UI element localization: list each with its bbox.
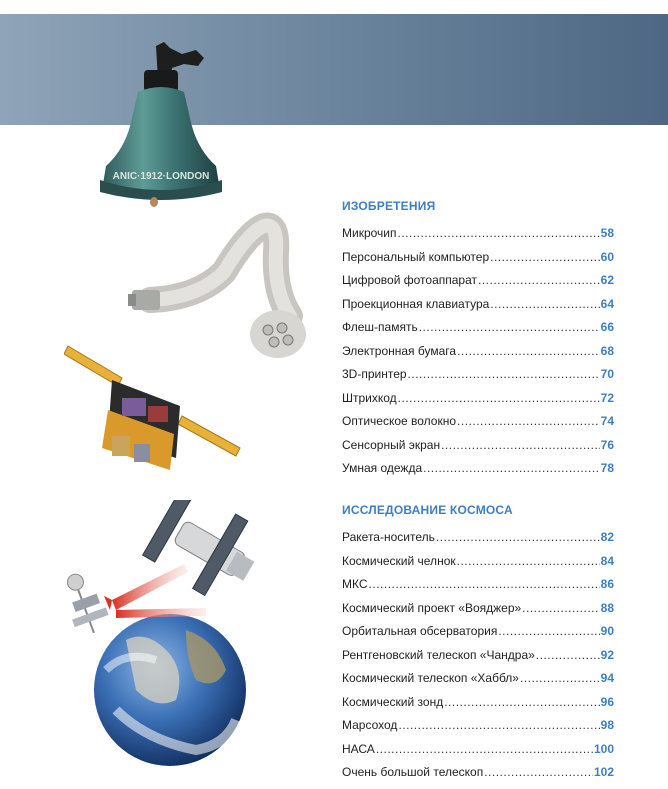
dot-leader	[498, 624, 599, 638]
dot-leader	[457, 414, 600, 428]
toc-entry[interactable]	[342, 414, 614, 438]
toc-entry[interactable]	[342, 226, 614, 250]
toc-entry[interactable]	[342, 577, 614, 601]
toc-entry[interactable]	[342, 624, 614, 648]
toc-entry-title: Орбитальная обсерватория	[342, 624, 498, 638]
toc-entry-title: Космический проект «Вояджер»	[342, 600, 522, 615]
dot-leader	[419, 320, 600, 334]
dot-leader	[522, 601, 599, 615]
toc-page-number: 92	[600, 647, 614, 662]
toc-entry[interactable]	[342, 648, 614, 672]
toc-entry-title: Цифровой фотоаппарат	[342, 273, 477, 287]
toc-entry[interactable]	[342, 461, 614, 485]
bell-inscription: ANIC·1912·LONDON	[112, 171, 210, 182]
toc-entry[interactable]	[342, 297, 614, 321]
dot-leader	[520, 671, 600, 685]
toc-entry-title: Микрочип	[342, 226, 397, 240]
toc-page-number: 58	[600, 226, 614, 240]
toc-section-inventions	[342, 198, 614, 485]
toc-entry-title: Умная одежда	[342, 461, 423, 475]
toc-entry-title: НАСА	[342, 741, 375, 756]
toc-entry[interactable]	[342, 718, 614, 742]
dot-leader	[441, 438, 600, 452]
toc-page-number: 86	[600, 577, 614, 591]
toc-entry-title: Флеш-память	[342, 320, 418, 334]
toc-entry-title: МКС	[342, 577, 368, 591]
earth-telescope-illustration	[56, 500, 286, 789]
toc-entry-title: Марсоход	[342, 718, 398, 732]
toc-page-number: 70	[600, 367, 614, 381]
toc-page-number: 60	[600, 249, 614, 264]
toc-page-number: 84	[600, 553, 614, 568]
toc-page-number: 74	[600, 414, 614, 428]
toc-page-number: 100	[593, 741, 614, 756]
toc-entry[interactable]	[342, 554, 614, 578]
dot-leader	[444, 695, 599, 709]
toc-entry-title: Штрихкод	[342, 390, 397, 405]
toc-entry-title: Сенсорный экран	[342, 437, 441, 452]
toc-entry-title: Космический телескоп «Хаббл»	[342, 671, 519, 685]
toc-entry[interactable]	[342, 391, 614, 415]
dot-leader	[436, 530, 600, 544]
toc-entry-title: Проекционная клавиатура	[342, 296, 490, 311]
toc-entry-title: Ракета-носитель	[342, 530, 435, 544]
bell-illustration	[86, 40, 236, 212]
toc-entry-title: Рентгеновский телескоп «Чандра»	[342, 647, 535, 662]
toc-page-number: 64	[600, 296, 614, 311]
toc-entry[interactable]	[342, 530, 614, 554]
toc-entry[interactable]	[342, 273, 614, 297]
toc-entry[interactable]	[342, 367, 614, 391]
toc-page-number: 78	[600, 461, 614, 475]
toc-entry[interactable]	[342, 765, 614, 789]
toc-entry-title: Оптическое волокно	[342, 414, 457, 428]
toc-entry-title: Персональный компьютер	[342, 249, 490, 264]
toc-page-number: 76	[600, 437, 614, 452]
toc-entry[interactable]	[342, 742, 614, 766]
dot-leader	[369, 577, 600, 591]
toc-entry[interactable]	[342, 695, 614, 719]
satellite-illustration	[64, 340, 244, 490]
toc-entry-title: Очень большой телескоп	[342, 765, 484, 779]
toc-entry-title: Космический челнок	[342, 553, 456, 568]
toc-page-number: 66	[600, 320, 614, 334]
dot-leader	[423, 461, 600, 475]
toc-page-number: 98	[600, 718, 614, 732]
dot-leader	[457, 344, 600, 358]
toc-page-number: 68	[600, 343, 614, 358]
toc-entry[interactable]	[342, 344, 614, 368]
toc-page-number: 94	[600, 671, 614, 685]
toc-entry[interactable]	[342, 671, 614, 695]
toc-entry[interactable]	[342, 250, 614, 274]
dot-leader	[398, 718, 599, 732]
toc-list	[342, 226, 614, 485]
dot-leader	[398, 391, 600, 405]
toc-entry-title: 3D-принтер	[342, 367, 407, 381]
dot-leader	[398, 226, 600, 240]
dot-leader	[536, 648, 600, 662]
toc-page-number: 62	[600, 273, 614, 287]
toc-page-number: 82	[600, 530, 614, 544]
section-heading: ИЗОБРЕТЕНИЯ	[342, 199, 436, 213]
dot-leader	[457, 554, 600, 568]
dot-leader	[408, 367, 600, 381]
toc-entry[interactable]	[342, 601, 614, 625]
dot-leader	[490, 250, 600, 264]
dot-leader	[490, 297, 599, 311]
toc-list	[342, 530, 614, 789]
dot-leader	[484, 765, 593, 779]
dot-leader	[478, 273, 600, 287]
toc-section-space-exploration	[342, 502, 614, 789]
toc-page-number: 88	[600, 600, 614, 615]
toc-page-number: 102	[593, 765, 614, 779]
toc-entry-title: Космический зонд	[342, 694, 444, 709]
toc-entry[interactable]	[342, 438, 614, 462]
toc-entry[interactable]	[342, 320, 614, 344]
toc-page-number: 72	[600, 390, 614, 405]
toc-page-number: 96	[600, 694, 614, 709]
toc-entry-title: Электронная бумага	[342, 343, 457, 358]
section-heading: ИССЛЕДОВАНИЕ КОСМОСА	[342, 503, 513, 517]
toc-page-number: 90	[600, 624, 614, 638]
dot-leader	[376, 742, 593, 756]
